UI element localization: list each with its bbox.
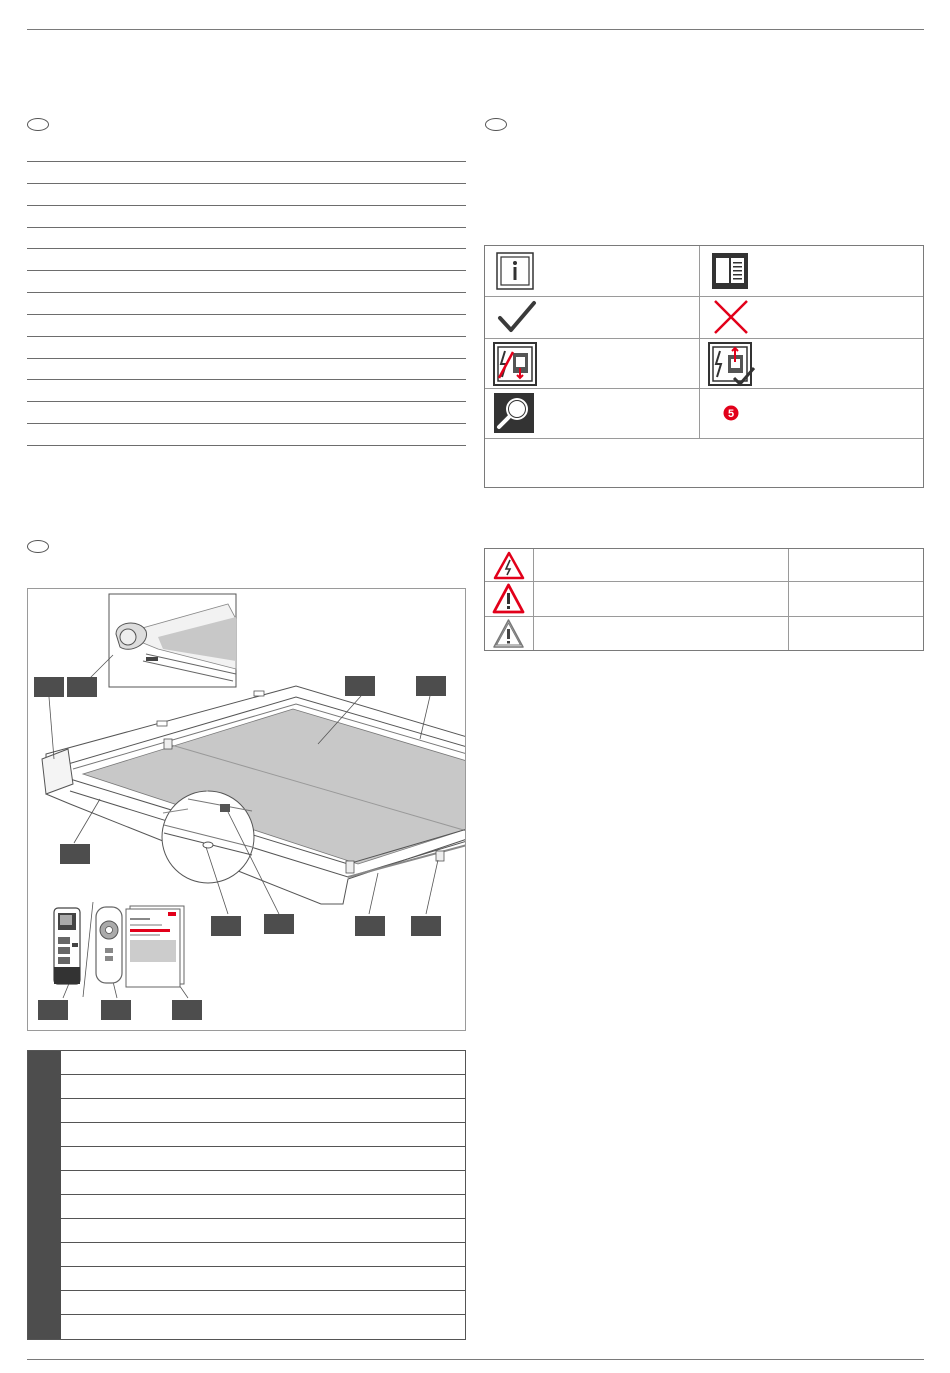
check-icon xyxy=(497,300,537,334)
section-marker-symbols xyxy=(485,118,507,131)
electric-danger-icon xyxy=(493,551,525,580)
contents-line xyxy=(27,423,466,424)
electric-right-icon xyxy=(708,342,756,388)
legend-divider xyxy=(485,388,923,389)
callout-box xyxy=(355,916,385,936)
part-number-cell xyxy=(28,1051,61,1075)
part-number-cell xyxy=(28,1315,61,1339)
callout-box xyxy=(101,1000,131,1020)
contents-line xyxy=(27,205,466,206)
contents-line xyxy=(27,227,466,228)
parts-row xyxy=(28,1075,465,1099)
contents-line xyxy=(27,445,466,446)
warning-column-divider xyxy=(533,549,534,650)
parts-list-table xyxy=(27,1050,466,1340)
parts-row xyxy=(28,1291,465,1315)
danger-icon xyxy=(492,583,525,614)
callout-box xyxy=(34,677,64,697)
part-number-cell xyxy=(28,1171,61,1195)
part-number-cell xyxy=(28,1267,61,1291)
remote-control-icon xyxy=(52,907,82,987)
parts-row xyxy=(28,1147,465,1171)
callout-box xyxy=(416,676,446,696)
top-rule xyxy=(27,29,924,30)
symbol-legend xyxy=(484,245,924,488)
callout-box xyxy=(172,1000,202,1020)
parts-row xyxy=(28,1219,465,1243)
parts-row xyxy=(28,1315,465,1339)
parts-row xyxy=(28,1123,465,1147)
parts-row xyxy=(28,1195,465,1219)
part-number-cell xyxy=(28,1195,61,1219)
legend-divider xyxy=(485,338,923,339)
parts-row xyxy=(28,1243,465,1267)
contents-line xyxy=(27,248,466,249)
callout-box xyxy=(211,916,241,936)
part-number-cell xyxy=(28,1243,61,1267)
remote-control-icon-2 xyxy=(94,906,124,986)
callout-box xyxy=(411,916,441,936)
parts-row xyxy=(28,1267,465,1291)
step-number-badge xyxy=(723,405,739,421)
callout-box xyxy=(264,914,294,934)
part-number-cell xyxy=(28,1147,61,1171)
part-number-cell xyxy=(28,1219,61,1243)
delivery-contents-figure xyxy=(27,588,466,1031)
manual-document-icon xyxy=(122,904,186,988)
warning-divider xyxy=(485,616,923,617)
parts-row xyxy=(28,1051,465,1075)
callout-box xyxy=(67,677,97,697)
contents-line xyxy=(27,183,466,184)
part-number-cell xyxy=(28,1123,61,1147)
electric-wrong-icon xyxy=(493,342,537,386)
contents-line xyxy=(27,292,466,293)
parts-row xyxy=(28,1171,465,1195)
contents-line xyxy=(27,270,466,271)
info-icon xyxy=(496,252,534,290)
legend-column-divider xyxy=(699,246,700,439)
contents-line xyxy=(27,161,466,162)
warning-levels-table xyxy=(484,548,924,651)
book-icon xyxy=(711,252,749,290)
contents-line xyxy=(27,358,466,359)
warning-divider xyxy=(485,581,923,582)
warning-column-divider xyxy=(788,549,789,650)
part-number-cell xyxy=(28,1291,61,1315)
legend-divider xyxy=(485,438,923,439)
svg-text:5: 5 xyxy=(727,408,735,420)
caution-icon xyxy=(492,618,525,649)
part-number-cell xyxy=(28,1075,61,1099)
bottom-rule xyxy=(27,1359,924,1360)
callout-box xyxy=(38,1000,68,1020)
section-marker-delivery xyxy=(27,540,49,553)
contents-line xyxy=(27,314,466,315)
callout-box xyxy=(345,676,375,696)
callout-box xyxy=(60,844,90,864)
contents-line xyxy=(27,379,466,380)
cross-icon xyxy=(712,298,750,336)
contents-line xyxy=(27,336,466,337)
parts-row xyxy=(28,1099,465,1123)
legend-divider xyxy=(485,296,923,297)
part-number-cell xyxy=(28,1099,61,1123)
contents-line xyxy=(27,401,466,402)
magnifier-icon xyxy=(493,392,535,434)
section-marker-contents xyxy=(27,118,49,131)
